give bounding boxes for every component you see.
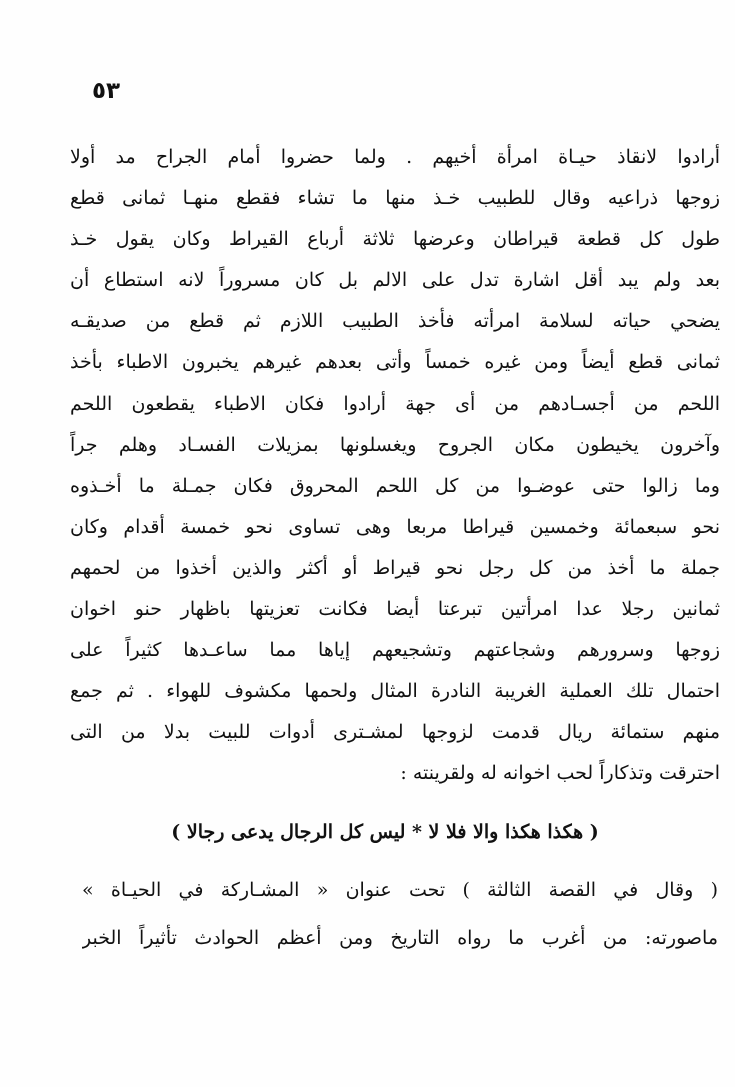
paragraph-line: احتمال تلك العملية الغريبة النادرة المثال ولحمها مكشوف للهواء . ثم جمع <box>70 680 720 703</box>
paragraph-line: أرادوا لانقاذ حيـاة امرأة أخيهم . ولما حضروا أمام الجراح مد أولا <box>70 146 720 168</box>
paragraph-line: بعد ولم يبد أقل اشارة تدل على الالم بل كان مسروراً لانه استطاع أن <box>70 269 720 292</box>
verse-line: ( هكذا هكذا والا فلا لا * ليس كل الرجال يدعى رجالا ) <box>171 821 599 843</box>
main-paragraph <box>70 137 720 795</box>
section-line: ( وقال في القصة الثالثة ) تحت عنوان « المشـاركة في الحيـاة » <box>82 879 718 901</box>
paragraph-line: ثمانى قطع أيضاً ومن غيره خمساً وأتى بعدهم غيرهم يخبرون الاطباء بأخذ <box>70 351 720 374</box>
paragraph-line: منهم ستمائة ريال قدمت لزوجها لمشـترى أدوات للبيت بدلا من التى <box>70 721 720 744</box>
paragraph-line: اللحم من أجسـادهم من أى جهة أرادوا فكان الاطباء يقطعون اللحم <box>70 392 720 415</box>
paragraph-line: وآخرون يخيطون مكان الجروح ويغسلونها بمزيلات الفسـاد وهلم جراً <box>70 433 720 456</box>
paragraph-line: ثمانين رجلا عدا امرأتين تبرعتا أيضا فكانت تعزيتها باظهار حنو اخوان <box>70 598 720 621</box>
paragraph-line: احترقت وتذكاراً لحب اخوانه له ولقرينته : <box>400 762 720 785</box>
section-intro <box>82 866 718 962</box>
page-number: ٥٣ <box>92 78 121 104</box>
paragraph-line: زوجها وسرورهم وشجاعتهم وتشجيعهم إياها مما ساعـدها كثيراً على <box>70 639 720 662</box>
paragraph-line: نحو سبعمائة وخمسين قيراطا مربعا وهى تساوى نحو خمسة أقدام وكان <box>70 515 720 538</box>
paragraph-line: يضحي حياته لسلامة امرأته فأخذ الطبيب اللازم ثم قطع من صديقـه <box>70 310 720 333</box>
paragraph-line: جملة ما أخذ من كل رجل نحو قيراط أو أكثر والذين أخذوا من لحمهم <box>70 556 720 579</box>
paragraph-line: زوجها ذراعيه وقال للطبيب خـذ منها ما تشاء فقطع منهـا ثمانى قطع <box>70 187 720 210</box>
section-line: ماصورته: من أغرب ما رواه التاريخ ومن أعظم الحوادث تأثيراً الخبر <box>82 927 718 949</box>
paragraph-line: طول كل قطعة قيراطان وعرضها ثلاثة أرباع القيراط وكان يقول خـذ <box>70 228 720 251</box>
paragraph-line: وما زالوا حتى عوضـوا من كل اللحم المحروق فكان جمـلة ما أخـذوه <box>70 474 720 497</box>
